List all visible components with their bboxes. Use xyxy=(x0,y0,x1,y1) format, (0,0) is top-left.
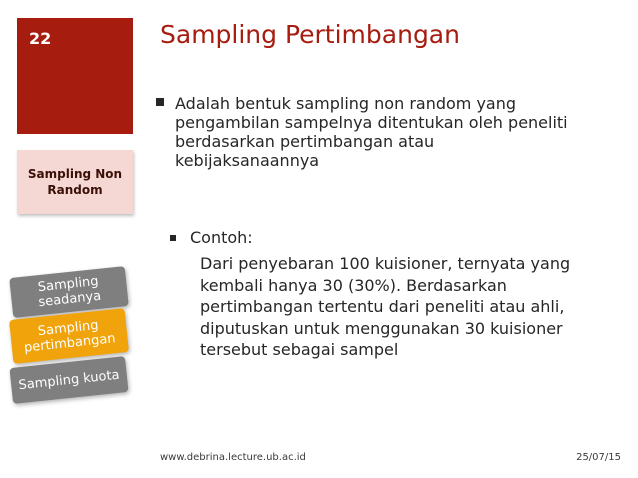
square-bullet-icon xyxy=(170,235,176,241)
example-text: Dari penyebaran 100 kuisioner, ternyata yang kembali hanya 30 (30%). Berdasarkan pertimbangan tertentu dari peneliti atau ahli, diputuskan untuk menggunakan 30 kuisioner tersebut sebagai sampel xyxy=(200,254,571,359)
example-label: Contoh: xyxy=(190,228,253,247)
tag-label: Sampling seadanya xyxy=(37,273,102,311)
footer-date: 25/07/15 xyxy=(576,452,621,463)
square-bullet-icon xyxy=(156,98,164,106)
footer-url: www.debrina.lecture.ub.ac.id xyxy=(160,452,306,463)
slide-number: 22 xyxy=(29,29,52,48)
main-bullet-text: Adalah bentuk sampling non random yang pengambilan sampelnya ditentukan oleh peneliti berdasarkan pertimbangan atau kebijaksanaannya xyxy=(175,94,568,170)
tag-sampling-kuota xyxy=(9,356,128,404)
tag-label: Sampling kuota xyxy=(17,367,121,393)
section-label: Sampling Non Random xyxy=(27,167,123,197)
section-label-box xyxy=(17,150,133,214)
tag-label: Sampling pertimbangan xyxy=(23,317,117,356)
slide-number-box xyxy=(17,18,133,134)
slide-title: Sampling Pertimbangan xyxy=(160,20,460,49)
